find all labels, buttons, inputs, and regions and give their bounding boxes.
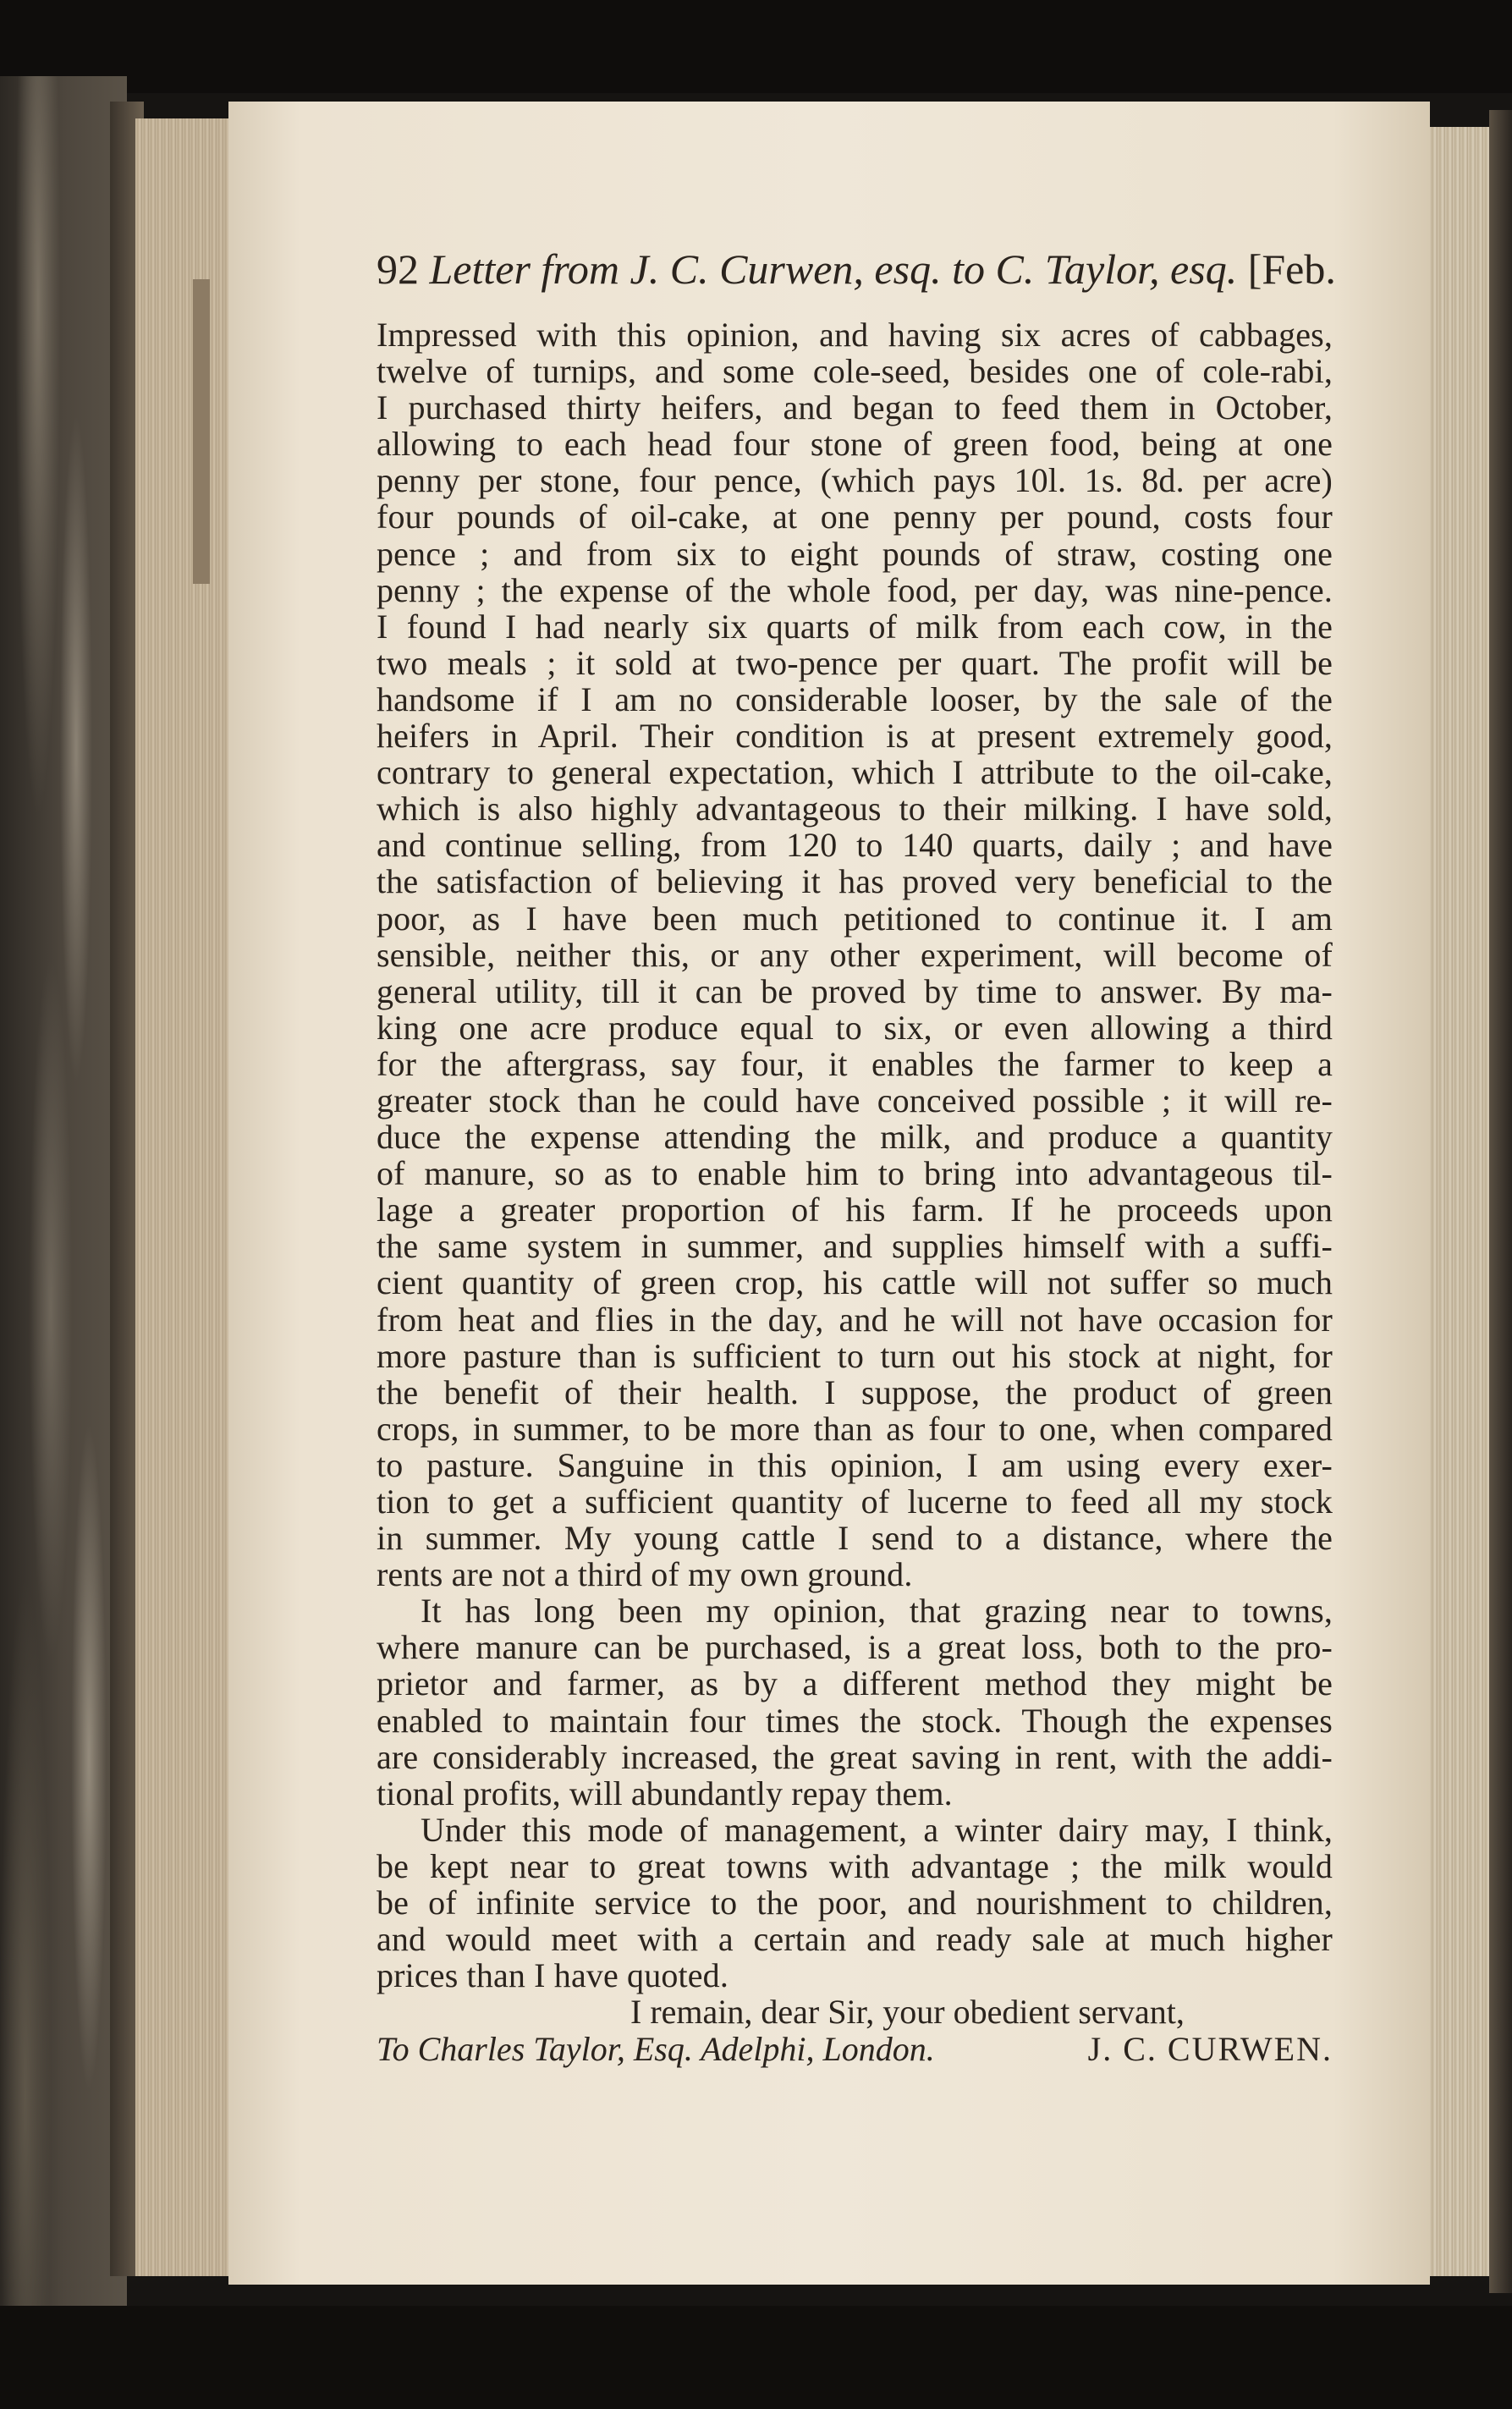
body-line: from heat and flies in the day, and he will not have occasion for <box>377 1300 1333 1339</box>
body-line: are considerably increased, the great saving in rent, with the addi- <box>377 1737 1333 1776</box>
body-line: and continue selling, from 120 to 140 quarts, daily ; and have <box>377 826 1333 865</box>
body-line: king one acre produce equal to six, or even allowing a third <box>377 1008 1333 1047</box>
body-line: Impressed with this opinion, and having six acres of cabbages, <box>377 316 1333 354</box>
running-title: Letter from J. C. Curwen, esq. to C. Taylor, esq. <box>429 245 1238 293</box>
body-line: penny per stone, four pence, (which pays 10l. 1s. 8d. per acre) <box>377 461 1333 500</box>
body-line: prices than I have quoted. <box>377 1956 729 1995</box>
background-bottom <box>0 2306 1512 2409</box>
body-line: penny ; the expense of the whole food, per day, was nine-pence. <box>377 570 1333 609</box>
body-line: the same system in summer, and supplies himself with a suffi- <box>377 1227 1333 1266</box>
body-line: which is also highly advantageous to their milking. I have sold, <box>377 789 1333 828</box>
right-page-edges <box>1430 127 1489 2276</box>
body-line: two meals ; it sold at two-pence per quart. The profit will be <box>377 643 1333 682</box>
body-line: in summer. My young cattle I send to a distance, where the <box>377 1519 1333 1558</box>
body-line: I found I had nearly six quarts of milk from each cow, in the <box>377 607 1333 646</box>
body-line: enabled to maintain four times the stock. Though the expenses <box>377 1701 1333 1740</box>
body-line: crops, in summer, to be more than as four to one, when compared <box>377 1409 1333 1448</box>
body-line: greater stock than he could have conceived possible ; it will re- <box>377 1081 1333 1119</box>
body-line: allowing to each head four stone of green food, being at one <box>377 425 1333 464</box>
body-line: handsome if I am no considerable looser, by the sale of the <box>377 679 1333 718</box>
body-line: twelve of turnips, and some cole-seed, besides one of cole-rabi, <box>377 352 1333 391</box>
letter-body <box>377 316 1333 1994</box>
body-line: be kept near to great towns with advantage ; the milk would <box>377 1846 1333 1885</box>
body-line: Under this mode of management, a winter dairy may, I think, <box>421 1810 1333 1849</box>
body-line: prietor and farmer, as by a different method they might be <box>377 1664 1333 1703</box>
body-line: four pounds of oil-cake, at one penny per pound, costs four <box>377 498 1333 536</box>
body-line: of manure, so as to enable him to bring into advantageous til- <box>377 1154 1333 1193</box>
marbled-cover-board <box>0 76 127 2318</box>
body-line: where manure can be purchased, is a great loss, both to the pro- <box>377 1628 1333 1667</box>
left-page-edges <box>135 118 228 2276</box>
body-line: tional profits, will abundantly repay them. <box>377 1774 953 1812</box>
body-line: contrary to general expectation, which I attribute to the oil-cake, <box>377 753 1333 792</box>
page-number: 92 <box>377 245 419 293</box>
address-row <box>377 2030 1333 2069</box>
body-line: be of infinite service to the poor, and nourishment to children, <box>377 1884 1333 1922</box>
body-line: poor, as I have been much petitioned to continue it. I am <box>377 899 1333 938</box>
body-line: sensible, neither this, or any other experiment, will become of <box>377 935 1333 974</box>
body-line: for the aftergrass, say four, it enables the farmer to keep a <box>377 1044 1333 1083</box>
body-line: general utility, till it can be proved by time to answer. By ma- <box>377 971 1333 1010</box>
body-line: pence ; and from six to eight pounds of straw, costing one <box>377 534 1333 573</box>
body-line: and would meet with a certain and ready sale at much higher <box>377 1920 1333 1959</box>
body-line: to pasture. Sanguine in this opinion, I am using every exer- <box>377 1445 1333 1484</box>
body-line: more pasture than is sufficient to turn out his stock at night, for <box>377 1336 1333 1375</box>
body-line: the benefit of their health. I suppose, the product of green <box>377 1372 1333 1411</box>
addressee: To Charles Taylor, Esq. Adelphi, London. <box>377 2030 935 2069</box>
closing-line: I remain, dear Sir, your obedient servant, <box>630 1993 1185 2032</box>
text-block <box>377 244 1336 2069</box>
body-line: duce the expense attending the milk, and produce a quantity <box>377 1118 1333 1157</box>
body-line: rents are not a third of my own ground. <box>377 1555 913 1594</box>
right-cover-board <box>1489 110 1512 2293</box>
running-head <box>377 244 1336 298</box>
body-line: tion to get a sufficient quantity of lucerne to feed all my stock <box>377 1482 1333 1521</box>
running-month: [Feb. <box>1247 245 1336 293</box>
body-line: the satisfaction of believing it has proved very beneficial to the <box>377 862 1333 901</box>
body-line: cient quantity of green crop, his cattle will not suffer so much <box>377 1263 1333 1302</box>
signature: J. C. CURWEN. <box>1087 2030 1333 2069</box>
body-line: heifers in April. Their condition is at present extremely good, <box>377 717 1333 756</box>
background-top <box>0 0 1512 93</box>
body-line: It has long been my opinion, that grazing near to towns, <box>421 1592 1333 1631</box>
body-line: I purchased thirty heifers, and began to feed them in October, <box>377 388 1333 427</box>
body-line: lage a greater proportion of his farm. If he proceeds upon <box>377 1191 1333 1229</box>
spine-strip <box>193 279 210 584</box>
